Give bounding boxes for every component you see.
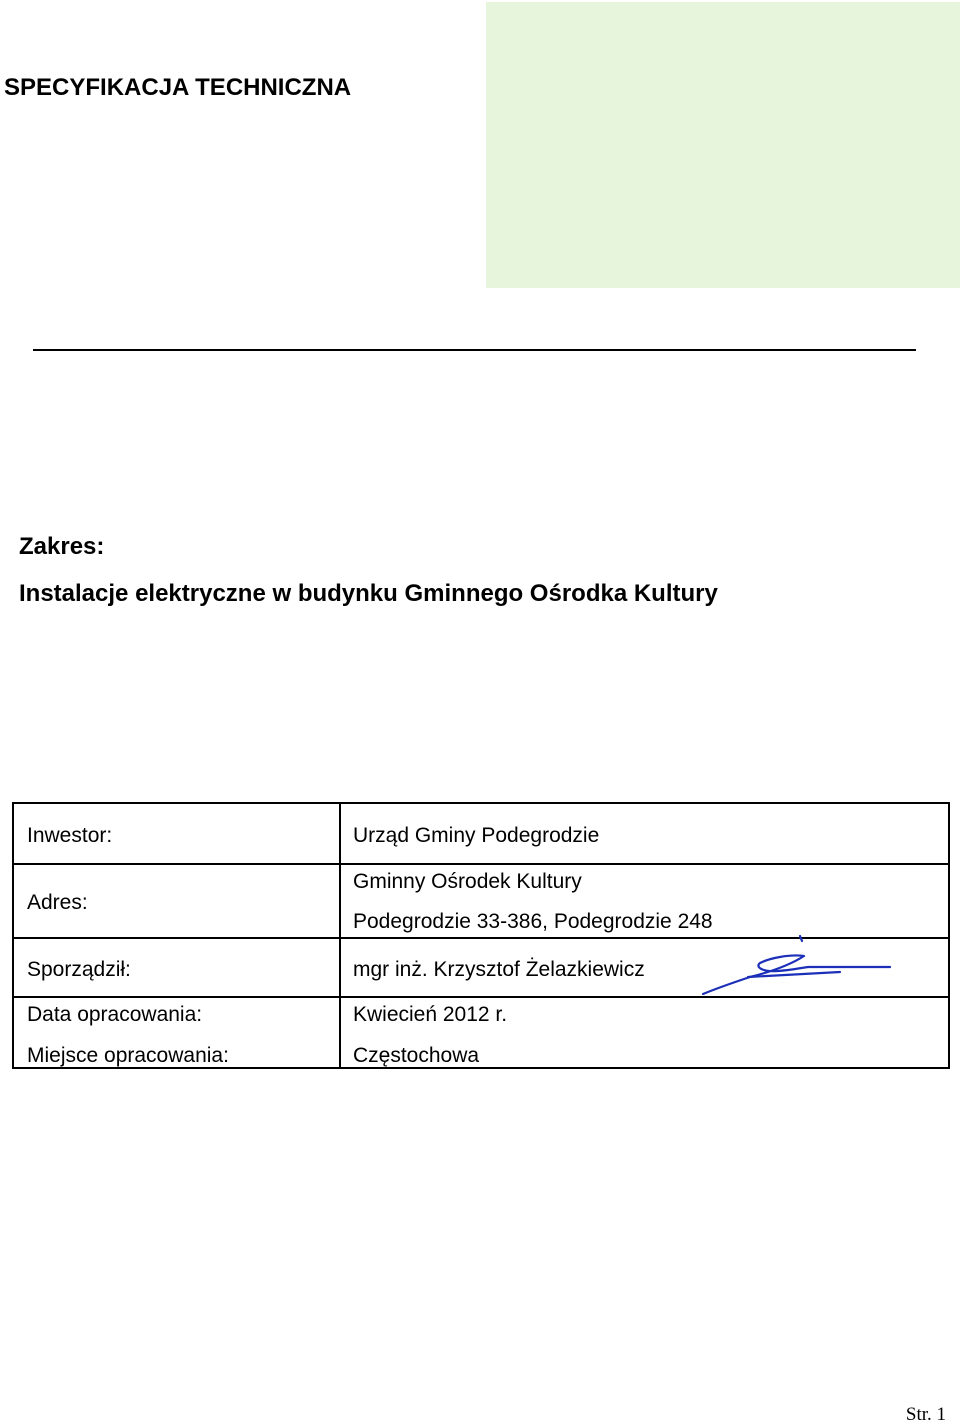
date-label: Data opracowania: [27, 1003, 203, 1026]
date-value: Kwiecień 2012 r. [353, 1003, 508, 1026]
author-value: mgr inż. Krzysztof Żelazkiewicz [353, 958, 645, 981]
investor-value: Urząd Gminy Podegrodzie [353, 824, 600, 847]
place-label: Miejsce opracowania: [27, 1044, 229, 1067]
table-row-divider [14, 863, 948, 865]
title-underline [33, 349, 916, 351]
page-number: Str. 1 [905, 1404, 946, 1425]
address-label: Adres: [27, 891, 88, 914]
author-label: Sporządził: [27, 958, 131, 981]
document-title: SPECYFIKACJA TECHNICZNA [4, 74, 352, 101]
investor-label: Inwestor: [27, 824, 113, 847]
place-value: Częstochowa [353, 1044, 480, 1067]
green-placeholder-box [486, 2, 960, 288]
address-value-line2: Podegrodzie 33-386, Podegrodzie 248 [353, 910, 713, 933]
signature-icon [700, 932, 895, 1000]
scope-label: Zakres: [19, 533, 105, 560]
address-value-line1: Gminny Ośrodek Kultury [353, 870, 582, 893]
scope-text: Instalacje elektryczne w budynku Gminnego Ośrodka Kultury [19, 580, 718, 607]
table-column-divider [339, 804, 341, 1067]
